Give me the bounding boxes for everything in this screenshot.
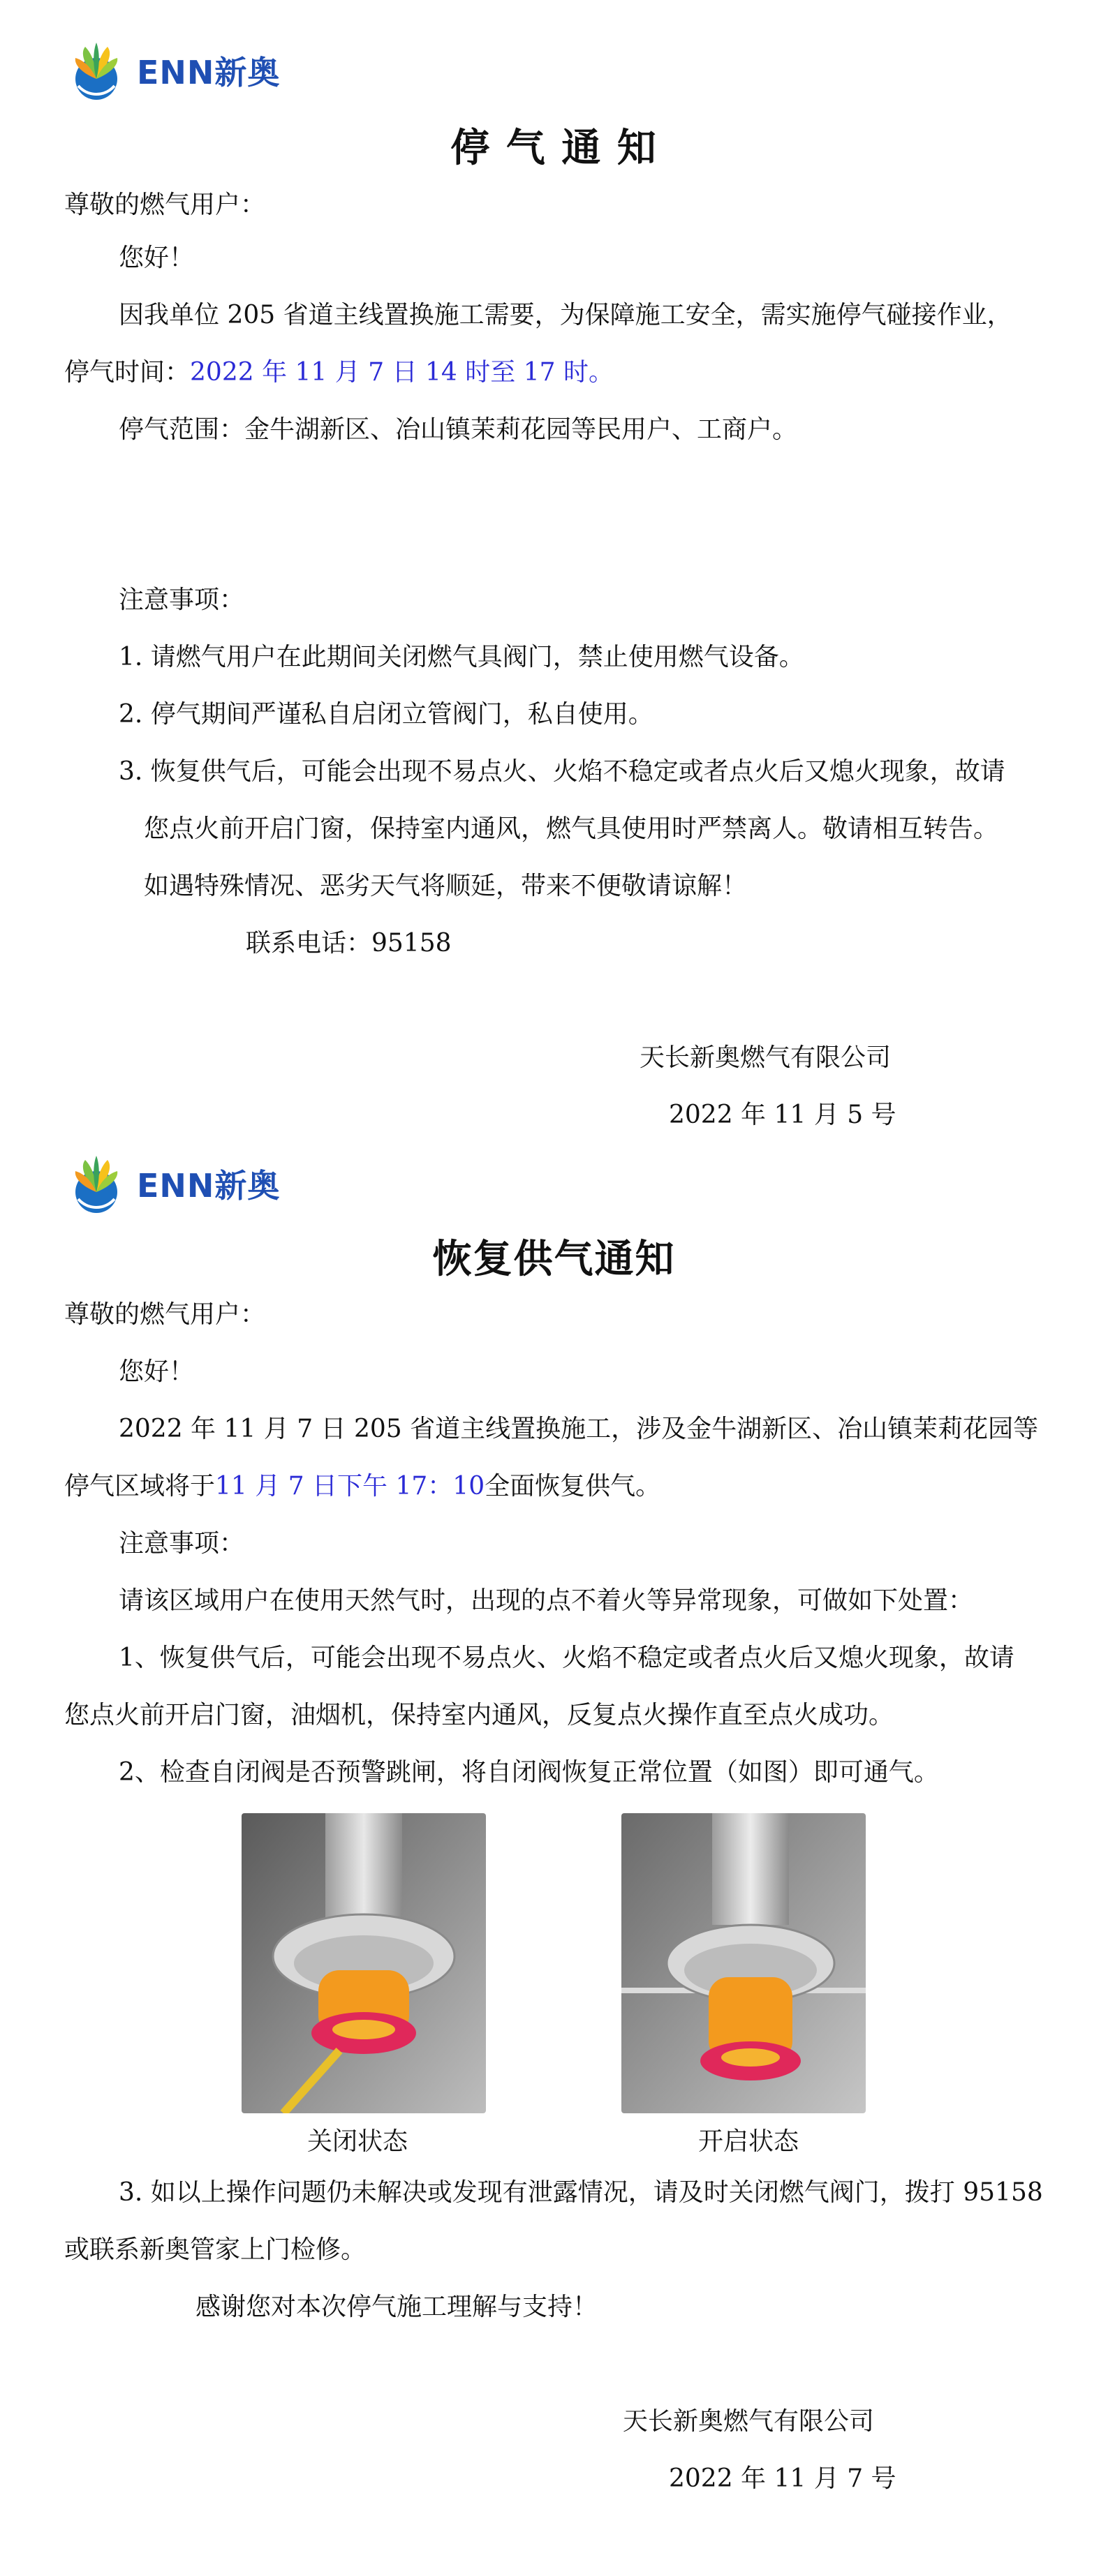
notice2-item1-line1: 1、恢复供气后，可能会出现不易点火、火焰不稳定或者点火后又熄火现象，故请 (119, 1644, 1014, 1672)
notice2-notes-header: 注意事项： (119, 1529, 245, 1558)
notice2-intro: 请该区域用户在使用天然气时，出现的点不着火等异常现象，可做如下处置： (119, 1586, 974, 1615)
enn-flower-icon (64, 38, 128, 103)
notice2-para2-prefix: 停气区域将于 (64, 1472, 216, 1501)
notice2-item1-line2: 您点火前开启门窗，油烟机，保持室内通风，反复点火操作直至点火成功。 (64, 1701, 894, 1729)
notice1-note2: 2. 停气期间严谨私自启闭立管阀门，私自使用。 (119, 700, 653, 729)
notice2-thanks: 感谢您对本次停气施工理解与支持！ (195, 2293, 598, 2321)
enn-logo (64, 38, 280, 103)
notice2-item3-line1: 3. 如以上操作问题仍未解决或发现有泄露情况，请及时关闭燃气阀门，拨打 95158 (119, 2178, 1043, 2207)
notice2-greeting: 尊敬的燃气用户： (64, 1300, 266, 1329)
notice1-time-value: 2022 年 11 月 7 日 14 时至 17 时。 (190, 358, 614, 387)
notice2-title: 恢复供气通知 (432, 1236, 676, 1282)
notice1-note3-line1: 3. 恢复供气后，可能会出现不易点火、火焰不稳定或者点火后又熄火现象，故请 (119, 757, 1005, 786)
enn-logo-2 (64, 1152, 280, 1216)
notice1-title: 停 气 通 知 (450, 125, 658, 171)
notice1-greeting: 尊敬的燃气用户： (64, 191, 266, 219)
notice1-company: 天长新奥燃气有限公司 (640, 1043, 892, 1072)
notice1-time-line (64, 357, 614, 387)
logo-text-2: ENN新奥 (137, 1167, 281, 1205)
valve-closed-caption: 关闭状态 (307, 2127, 408, 2156)
valve-closed-illustration (242, 1813, 486, 2113)
notice1-note1: 1. 请燃气用户在此期间关闭燃气具阀门，禁止使用燃气设备。 (119, 643, 804, 671)
valve-open-photo (621, 1813, 866, 2113)
notice2-item3-line2: 或联系新奥管家上门检修。 (64, 2235, 367, 2264)
valve-open-caption: 开启状态 (698, 2127, 799, 2156)
notice1-contact: 联系电话：95158 (246, 929, 452, 958)
notice2-para1: 2022 年 11 月 7 日 205 省道主线置换施工，涉及金牛湖新区、冶山镇茉莉花园等 (119, 1415, 1039, 1443)
valve-open-illustration (621, 1813, 866, 2113)
notice1-notes-header: 注意事项： (119, 586, 245, 614)
notice2-item2: 2、检查自闭阀是否预警跳闸，将自闭阀恢复正常位置（如图）即可通气。 (119, 1758, 939, 1787)
notice2-para2-time: 11 月 7 日下午 17：10 (215, 1472, 485, 1501)
notice1-para1: 因我单位 205 省道主线置换施工需要，为保障施工安全，需实施停气碰接作业， (119, 301, 1012, 329)
notice2-para2-suffix: 全面恢复供气。 (485, 1472, 661, 1501)
notice2-hello: 您好！ (119, 1357, 195, 1386)
notice2-para2 (64, 1471, 660, 1501)
notice1-date: 2022 年 11 月 5 号 (669, 1101, 896, 1129)
notice2-date: 2022 年 11 月 7 号 (669, 2464, 896, 2493)
notice1-time-label: 停气时间： (64, 358, 191, 387)
notice1-scope: 停气范围：金牛湖新区、冶山镇茉莉花园等民用户、工商户。 (119, 415, 798, 444)
notice1-hello: 您好！ (119, 244, 195, 272)
logo-text: ENN新奥 (137, 54, 281, 91)
valve-closed-photo (242, 1813, 486, 2113)
enn-flower-icon (64, 1152, 128, 1216)
notice2-company: 天长新奥燃气有限公司 (623, 2407, 875, 2436)
notice1-note3-line2: 您点火前开启门窗，保持室内通风，燃气具使用时严禁离人。敬请相互转告。 (144, 814, 999, 843)
notice1-note3-line3: 如遇特殊情况、恶劣天气将顺延，带来不便敬请谅解！ (144, 872, 748, 900)
